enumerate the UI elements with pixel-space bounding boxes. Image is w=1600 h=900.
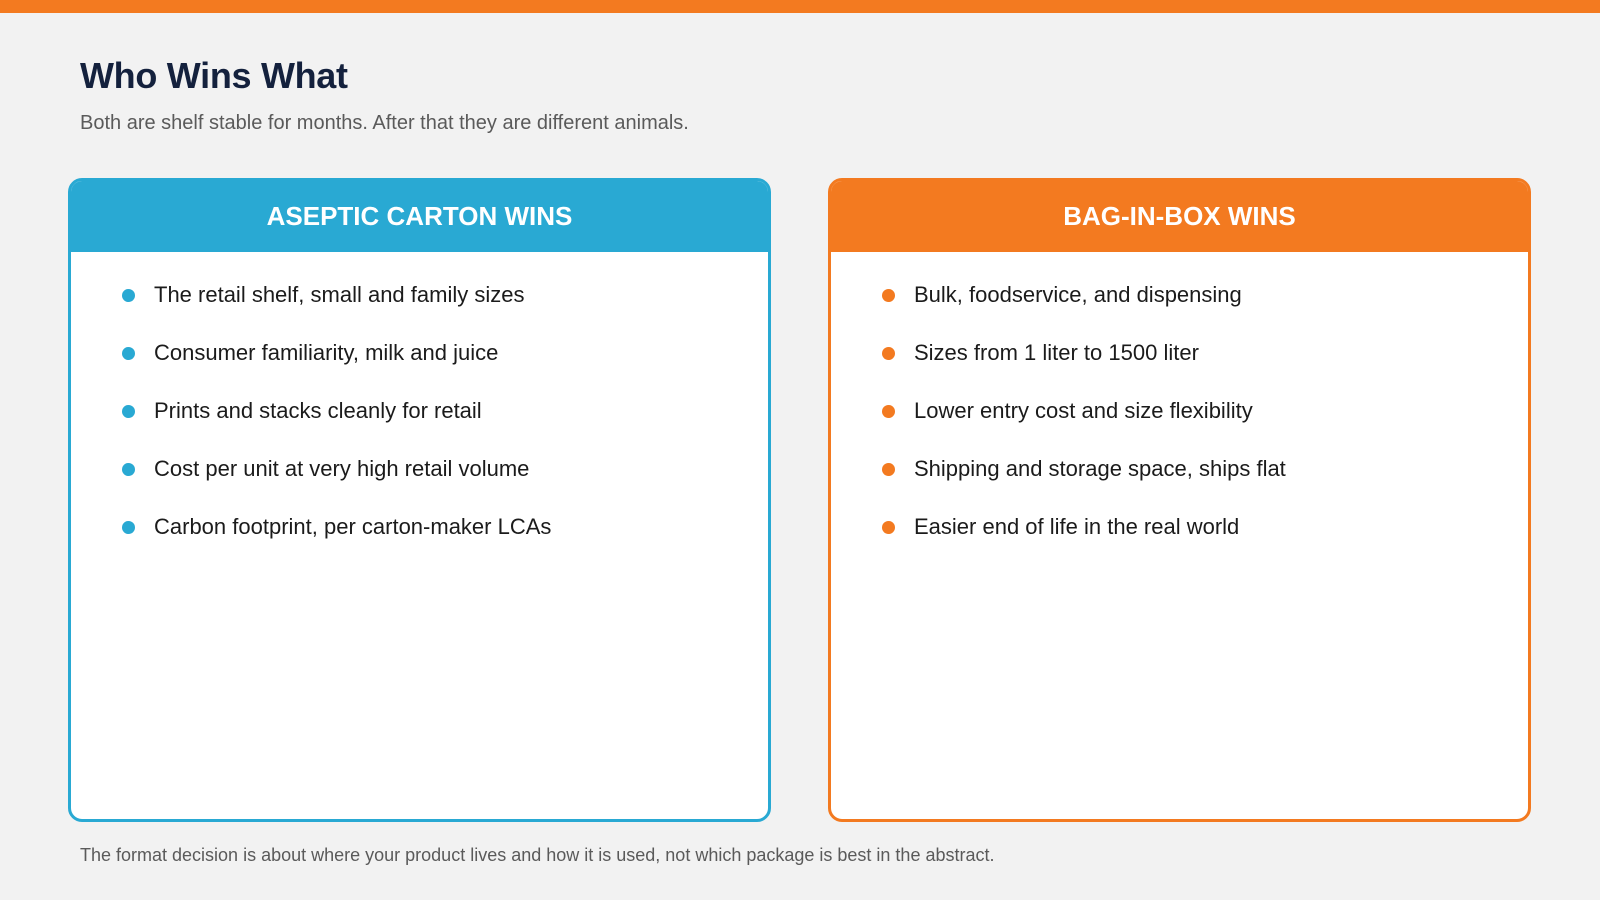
list-item xyxy=(71,440,768,498)
list-item xyxy=(71,382,768,440)
list-item-text: Lower entry cost and size flexibility xyxy=(914,398,1253,423)
list-item-text: Prints and stacks cleanly for retail xyxy=(154,398,482,423)
list-item-text: Shipping and storage space, ships flat xyxy=(914,456,1286,481)
bullet-dot-icon xyxy=(882,347,895,360)
bullet-dot-icon xyxy=(122,289,135,302)
top-accent-bar xyxy=(0,0,1600,13)
bullet-dot-icon xyxy=(882,463,895,476)
list-item-text: Cost per unit at very high retail volume xyxy=(154,456,530,481)
bag-in-box-card-heading: BAG-IN-BOX WINS xyxy=(831,181,1528,252)
bullet-dot-icon xyxy=(122,521,135,534)
list-item-text: Sizes from 1 liter to 1500 liter xyxy=(914,340,1199,365)
list-item xyxy=(71,266,768,324)
page-title: Who Wins What xyxy=(80,55,348,96)
bullet-dot-icon xyxy=(122,405,135,418)
aseptic-carton-card xyxy=(68,178,771,822)
list-item xyxy=(831,440,1528,498)
list-item-text: Consumer familiarity, milk and juice xyxy=(154,340,499,365)
list-item xyxy=(831,498,1528,556)
bag-in-box-card xyxy=(828,178,1531,822)
aseptic-carton-card-heading: ASEPTIC CARTON WINS xyxy=(71,181,768,252)
page-subtitle: Both are shelf stable for months. After that they are different animals. xyxy=(80,112,689,134)
list-item-text: Carbon footprint, per carton-maker LCAs xyxy=(154,514,552,539)
footer-note: The format decision is about where your product lives and how it is used, not which package is best in the abstract. xyxy=(80,845,995,865)
list-item xyxy=(71,498,768,556)
list-item xyxy=(831,266,1528,324)
list-item xyxy=(71,324,768,382)
bullet-dot-icon xyxy=(882,405,895,418)
bullet-dot-icon xyxy=(122,347,135,360)
list-item-text: The retail shelf, small and family sizes xyxy=(154,282,525,307)
bullet-dot-icon xyxy=(882,289,895,302)
aseptic-carton-list xyxy=(71,252,768,556)
list-item-text: Bulk, foodservice, and dispensing xyxy=(914,282,1242,307)
bullet-dot-icon xyxy=(882,521,895,534)
list-item xyxy=(831,382,1528,440)
bullet-dot-icon xyxy=(122,463,135,476)
list-item xyxy=(831,324,1528,382)
list-item-text: Easier end of life in the real world xyxy=(914,514,1240,539)
bag-in-box-list xyxy=(831,252,1528,556)
